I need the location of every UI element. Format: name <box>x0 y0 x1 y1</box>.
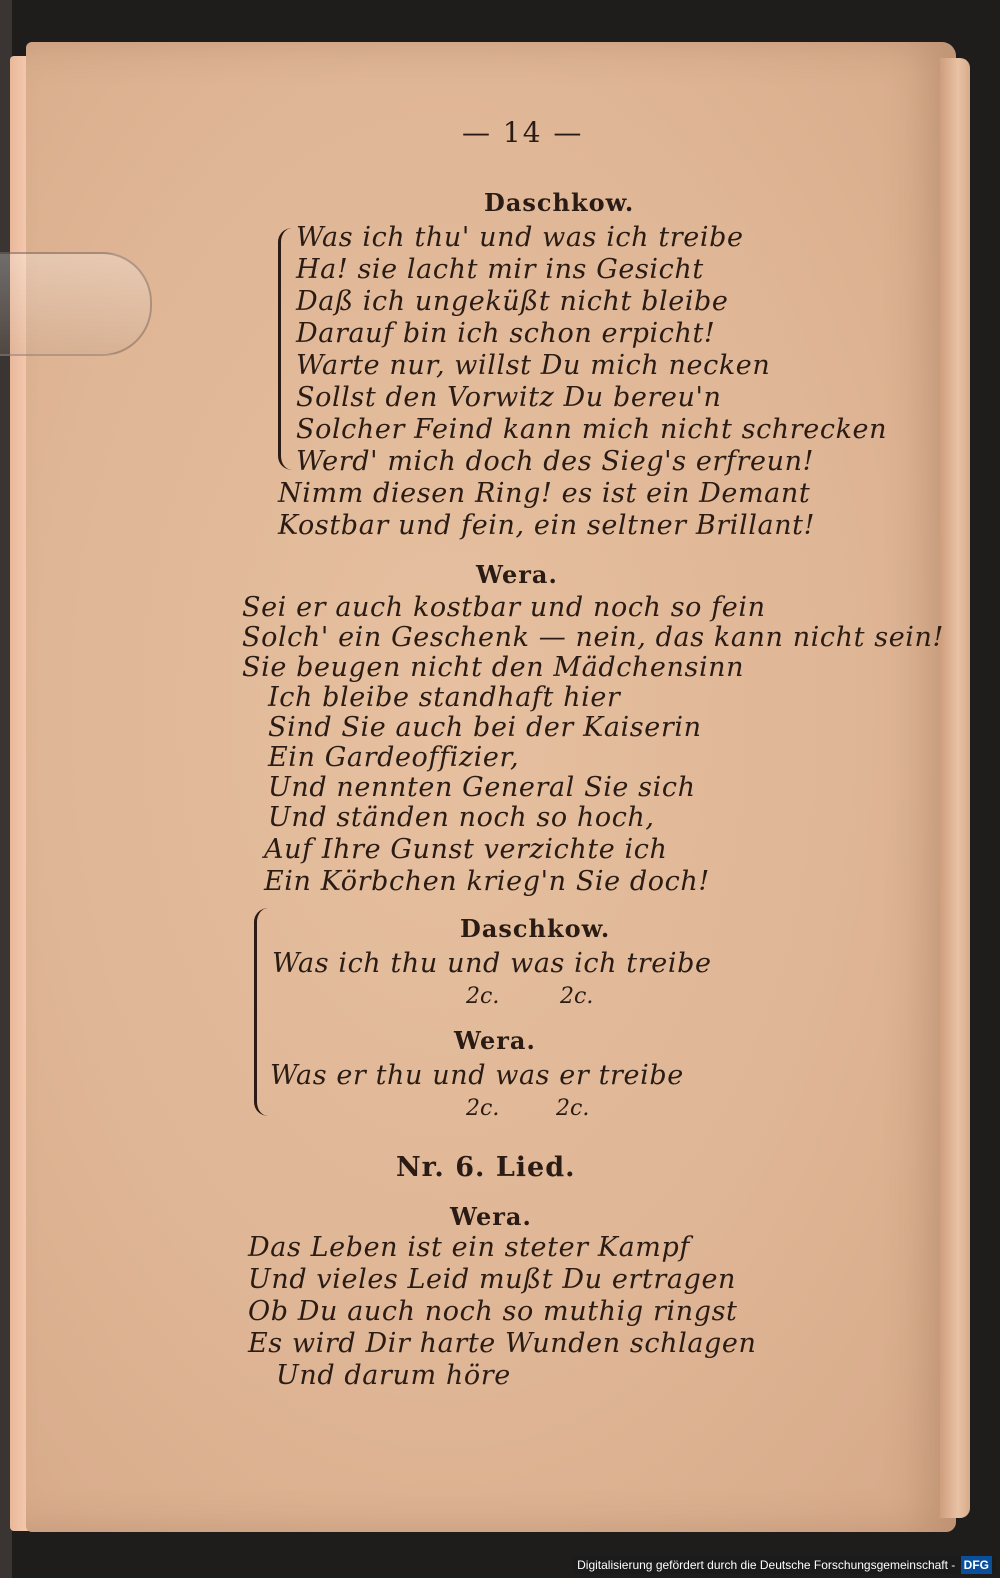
verse-line: Sie beugen nicht den Mädchensinn <box>242 652 745 683</box>
duet-brace <box>254 908 271 1116</box>
verse-line: Und nennten General Sie sich <box>268 772 696 803</box>
speaker-heading: Daschkow. <box>484 188 635 217</box>
footer-text: Digitalisierung gefördert durch die Deutsche Forschungsgemeinschaft - <box>577 1558 956 1572</box>
verse-line: Solch' ein Geschenk — nein, das kann nicht sein! <box>242 622 944 653</box>
verse-line: Warte nur, willst Du mich necken <box>296 350 771 381</box>
verse-line: Es wird Dir harte Wunden schlagen <box>248 1328 757 1359</box>
speaker-heading: Wera. <box>454 1026 536 1055</box>
verse-line: Darauf bin ich schon erpicht! <box>296 318 716 349</box>
verse-line: Ob Du auch noch so muthig ringst <box>248 1296 738 1327</box>
verse-line: Und ständen noch so hoch, <box>268 802 655 833</box>
etc-mark: 2c. <box>466 984 500 1009</box>
bracket-brace <box>278 228 293 470</box>
verse-line: Daß ich ungeküßt nicht bleibe <box>296 286 729 317</box>
verse-line: Solcher Feind kann mich nicht schrecken <box>296 414 888 445</box>
verse-line: Ich bleibe standhaft hier <box>268 682 621 713</box>
verse-line: Auf Ihre Gunst verzichte ich <box>264 834 668 865</box>
digitization-footer <box>573 1556 996 1574</box>
verse-line: Sind Sie auch bei der Kaiserin <box>268 712 702 743</box>
verse-line: Und vieles Leid mußt Du ertragen <box>248 1264 737 1295</box>
song-title: Nr. 6. Lied. <box>396 1152 576 1183</box>
verse-line: Ha! sie lacht mir ins Gesicht <box>296 254 704 285</box>
etc-mark: 2c. <box>556 1096 590 1121</box>
verse-line: Werd' mich doch des Sieg's erfreun! <box>296 446 815 477</box>
speaker-heading: Wera. <box>476 560 558 589</box>
verse-line: Ein Körbchen krieg'n Sie doch! <box>264 866 710 897</box>
speaker-heading: Wera. <box>450 1202 532 1231</box>
page-clip-holder <box>0 252 152 356</box>
dfg-logo: DFG <box>961 1556 992 1574</box>
page-number: — 14 — <box>462 116 584 149</box>
etc-mark: 2c. <box>466 1096 500 1121</box>
book-gutter <box>940 58 970 1518</box>
verse-line: Sei er auch kostbar und noch so fein <box>242 592 766 623</box>
verse-line: Kostbar und fein, ein seltner Brillant! <box>278 510 816 541</box>
verse-line: Sollst den Vorwitz Du bereu'n <box>296 382 722 413</box>
etc-mark: 2c. <box>560 984 594 1009</box>
verse-line: Das Leben ist ein steter Kampf <box>248 1232 690 1263</box>
verse-line: Was er thu und was er treibe <box>270 1060 684 1091</box>
speaker-heading: Daschkow. <box>460 914 611 943</box>
verse-line: Nimm diesen Ring! es ist ein Demant <box>278 478 811 509</box>
verse-line: Was ich thu und was ich treibe <box>272 948 712 979</box>
verse-line: Was ich thu' und was ich treibe <box>296 222 744 253</box>
verse-line: Und darum höre <box>276 1360 511 1391</box>
verse-line: Ein Gardeoffizier, <box>268 742 520 773</box>
